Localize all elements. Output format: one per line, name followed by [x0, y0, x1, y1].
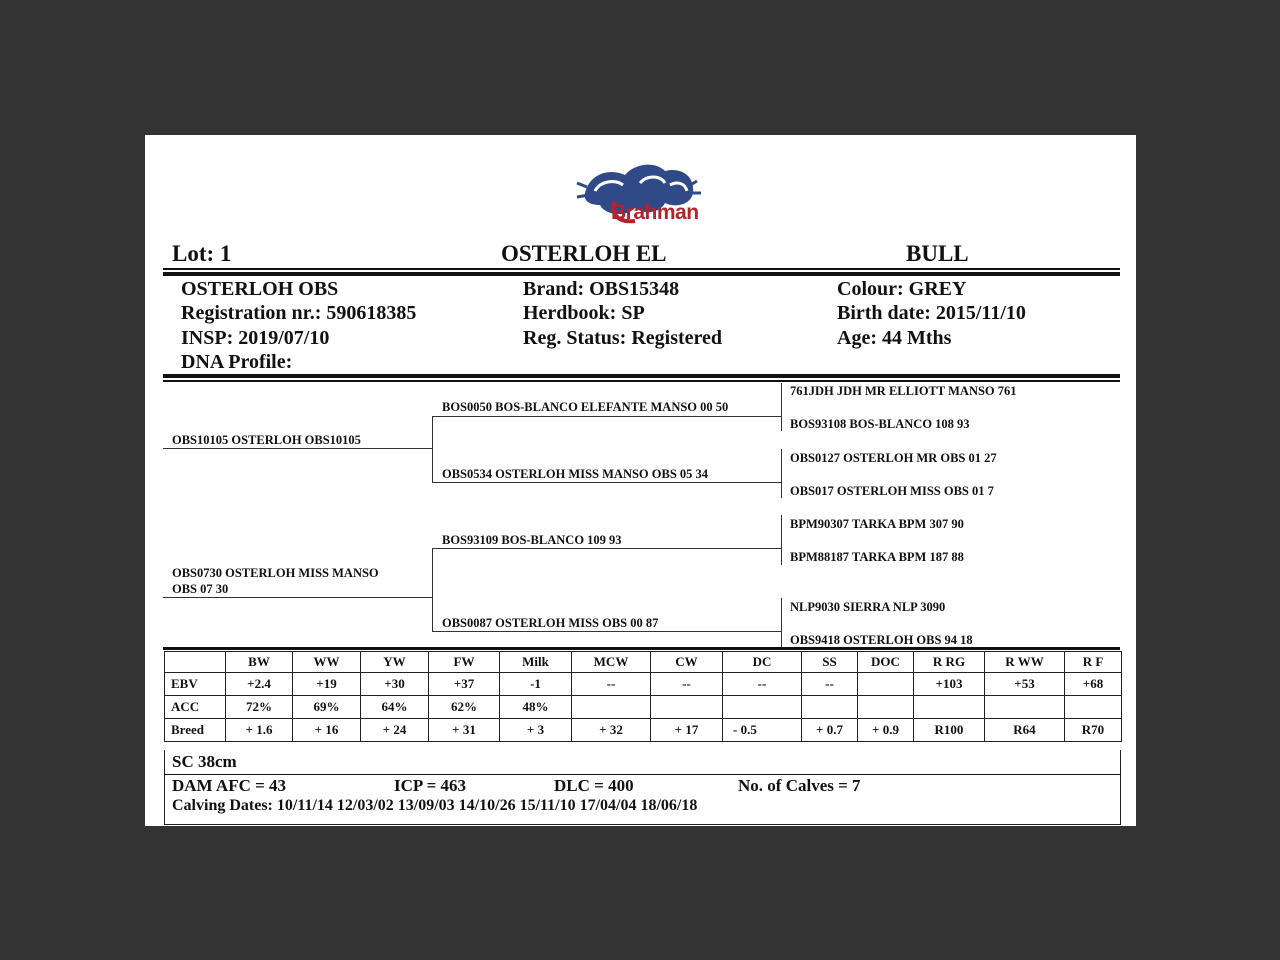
sds: OBS0127 OSTERLOH MR OBS 01 27 — [790, 451, 997, 465]
animal-sex: BULL — [906, 241, 969, 266]
sss: 761JDH JDH MR ELLIOTT MANSO 761 — [790, 384, 1017, 398]
col-ss: SS — [802, 652, 858, 673]
table-cell — [858, 696, 914, 719]
header-rule-bottom — [163, 272, 1120, 276]
table-cell: -- — [572, 673, 651, 696]
table-cell: -- — [651, 673, 723, 696]
ebv-header-row — [165, 652, 1122, 673]
calving-dates: Calving Dates: 10/11/14 12/03/02 13/09/03 14/10/26 15/11/10 17/04/04 18/06/18 — [172, 797, 698, 814]
sdd: OBS017 OSTERLOH MISS OBS 01 7 — [790, 484, 994, 498]
table-cell — [723, 696, 802, 719]
col-bw: BW — [226, 652, 293, 673]
table-cell: +19 — [293, 673, 361, 696]
info-rule-bottom — [163, 380, 1120, 382]
ebv-table — [164, 651, 1122, 742]
ssd: BOS93108 BOS-BLANCO 108 93 — [790, 417, 970, 431]
ss-line — [432, 416, 782, 417]
table-corner — [165, 652, 226, 673]
sire: OBS10105 OSTERLOH OBS10105 — [172, 433, 361, 447]
col-mcw: MCW — [572, 652, 651, 673]
dsd: BPM88187 TARKA BPM 187 88 — [790, 550, 964, 564]
table-cell: 72% — [226, 696, 293, 719]
col-rrg: R RG — [914, 652, 985, 673]
row-label: Breed — [165, 719, 226, 742]
footer-divider — [164, 774, 1121, 775]
col-cw: CW — [651, 652, 723, 673]
colour: Colour: GREY — [837, 278, 967, 300]
table-cell — [651, 696, 723, 719]
row-label: ACC — [165, 696, 226, 719]
col-rf: R F — [1065, 652, 1122, 673]
col-fw: FW — [429, 652, 500, 673]
table-cell: + 1.6 — [226, 719, 293, 742]
icp: ICP = 463 — [394, 776, 467, 795]
table-cell: + 16 — [293, 719, 361, 742]
dam-line — [163, 597, 433, 598]
dd-bracket — [781, 598, 782, 648]
info-rule-top — [163, 374, 1120, 378]
dam-sire: BOS93109 BOS-BLANCO 109 93 — [442, 533, 622, 547]
col-yw: YW — [361, 652, 429, 673]
owner-name: OSTERLOH OBS — [181, 278, 339, 300]
col-rww: R WW — [985, 652, 1065, 673]
sd-line — [432, 482, 782, 483]
dlc: DLC = 400 — [554, 776, 634, 795]
table-cell: 62% — [429, 696, 500, 719]
sire-bracket — [432, 416, 433, 482]
ss-bracket — [781, 383, 782, 431]
table-cell: 64% — [361, 696, 429, 719]
table-cell: +30 — [361, 673, 429, 696]
number-of-calves: No. of Calves = 7 — [738, 776, 861, 795]
registration-status: Reg. Status: Registered — [523, 327, 723, 349]
dds: NLP9030 SIERRA NLP 3090 — [790, 600, 946, 614]
dam-bracket — [432, 548, 433, 631]
ds-line — [432, 548, 782, 549]
table-cell: + 3 — [500, 719, 572, 742]
header-rule-top — [163, 268, 1120, 270]
inspection-date: INSP: 2019/07/10 — [181, 327, 330, 349]
col-doc: DOC — [858, 652, 914, 673]
lot-number: Lot: 1 — [172, 241, 232, 266]
table-cell — [858, 673, 914, 696]
brand: Brand: OBS15348 — [523, 278, 680, 300]
birth-date: Birth date: 2015/11/10 — [837, 302, 1026, 324]
table-cell: + 32 — [572, 719, 651, 742]
table-cell — [572, 696, 651, 719]
col-dc: DC — [723, 652, 802, 673]
table-cell: + 31 — [429, 719, 500, 742]
pedigree-certificate — [145, 135, 1136, 826]
dna-profile: DNA Profile: — [181, 351, 293, 373]
table-cell — [914, 696, 985, 719]
row-label: EBV — [165, 673, 226, 696]
table-cell — [985, 696, 1065, 719]
animal-name: OSTERLOH EL — [501, 241, 667, 266]
dam-dam: OBS0087 OSTERLOH MISS OBS 00 87 — [442, 616, 659, 630]
table-cell — [1065, 696, 1122, 719]
table-cell: + 17 — [651, 719, 723, 742]
table-cell: -- — [802, 673, 858, 696]
acc-row — [165, 696, 1122, 719]
dd-line — [432, 631, 782, 632]
col-ww: WW — [293, 652, 361, 673]
sire-sire: BOS0050 BOS-BLANCO ELEFANTE MANSO 00 50 — [442, 400, 729, 414]
table-cell: +37 — [429, 673, 500, 696]
dss: BPM90307 TARKA BPM 307 90 — [790, 517, 964, 531]
col-milk: Milk — [500, 652, 572, 673]
table-rule — [163, 647, 1120, 650]
table-cell: 69% — [293, 696, 361, 719]
age: Age: 44 Mths — [837, 327, 952, 349]
table-cell: +53 — [985, 673, 1065, 696]
table-cell: +68 — [1065, 673, 1122, 696]
table-cell: R100 — [914, 719, 985, 742]
table-cell: +2.4 — [226, 673, 293, 696]
table-cell: - 0.5 — [723, 719, 802, 742]
registration-number: Registration nr.: 590618385 — [181, 302, 417, 324]
dam-afc: DAM AFC = 43 — [172, 776, 287, 795]
breed-row — [165, 719, 1122, 742]
table-cell: -- — [723, 673, 802, 696]
table-cell: R70 — [1065, 719, 1122, 742]
table-cell: R64 — [985, 719, 1065, 742]
dam-line1: OBS0730 OSTERLOH MISS MANSO — [172, 566, 379, 580]
sd-bracket — [781, 449, 782, 498]
table-cell: + 0.7 — [802, 719, 858, 742]
scrotal-circumference: SC 38cm — [172, 752, 237, 771]
table-cell: -1 — [500, 673, 572, 696]
ebv-row — [165, 673, 1122, 696]
table-cell: +103 — [914, 673, 985, 696]
table-cell: + 0.9 — [858, 719, 914, 742]
table-cell — [802, 696, 858, 719]
herdbook: Herdbook: SP — [523, 302, 645, 324]
table-cell: 48% — [500, 696, 572, 719]
table-cell: + 24 — [361, 719, 429, 742]
dam-line2: OBS 07 30 — [172, 582, 229, 596]
sire-line — [163, 448, 433, 449]
sire-dam: OBS0534 OSTERLOH MISS MANSO OBS 05 34 — [442, 467, 709, 481]
logo-wordmark: Brahman — [611, 201, 699, 224]
ds-bracket — [781, 515, 782, 565]
ddd: OBS9418 OSTERLOH OBS 94 18 — [790, 633, 973, 647]
